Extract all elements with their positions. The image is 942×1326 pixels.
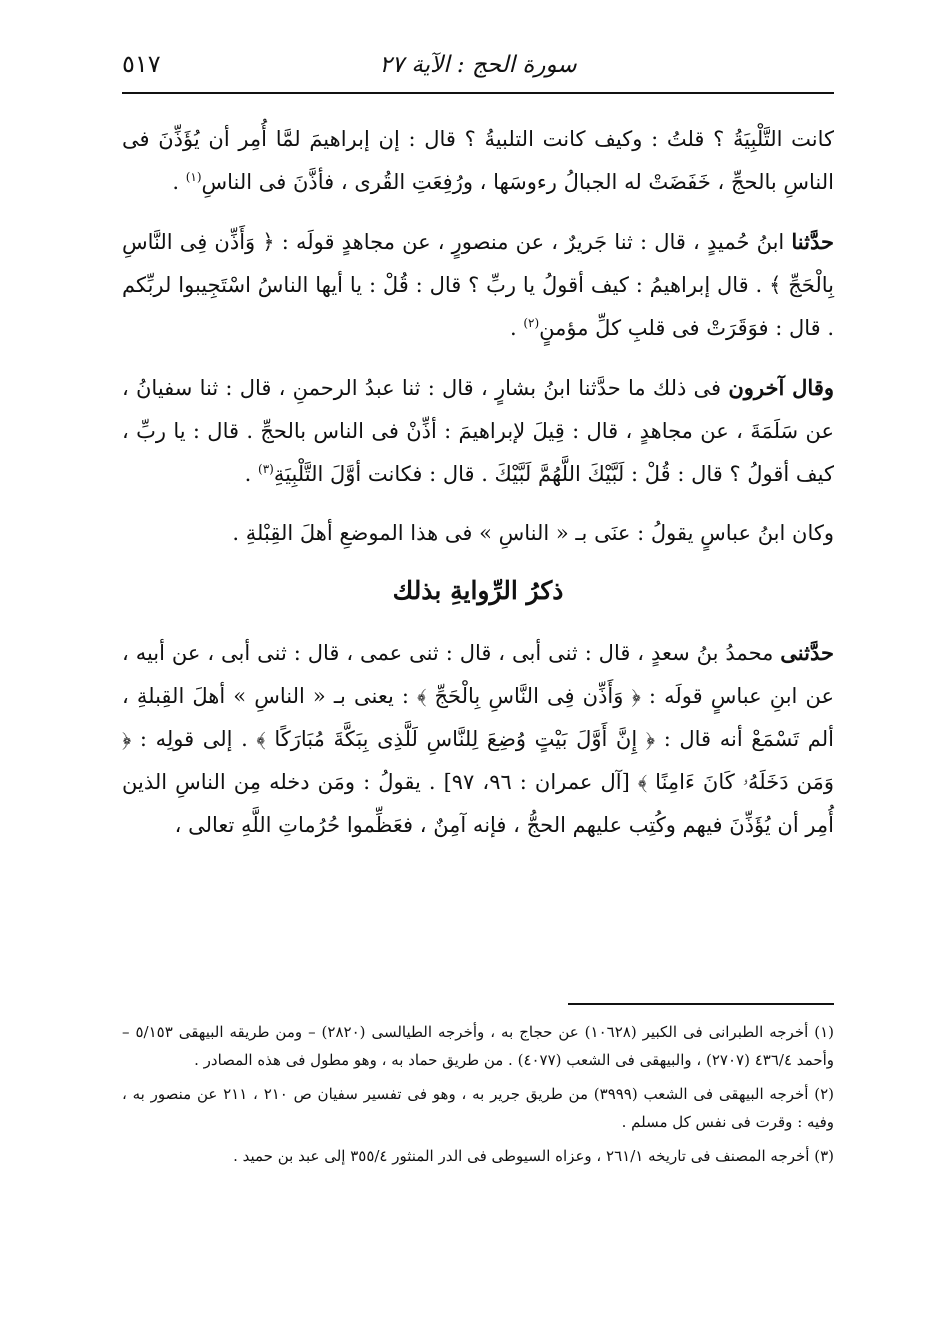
- paragraph-text: وكان ابنُ عباسٍ يقولُ : عنَى بـ « الناسِ » فى هذا الموضعِ أهلَ القِبْلةِ .: [232, 521, 834, 545]
- footnotes: [122, 1018, 834, 1176]
- footnote-ref: (٣): [258, 462, 274, 476]
- section-heading: ذكرُ الرِّوايةِ بذلك: [392, 576, 564, 605]
- paragraph-text: ابنُ حُميدٍ ، قال : ثنا جَريرٌ ، عن منصورٍ ، عن مجاهدٍ قولَه : ﴿ وَأَذِّن فِى النَّاسِ بِالْحَجِّ ﴾ . قال إبراهيمُ : كيف أقولُ يا ربِّ ؟ قال : قُلْ : يا أيها الناسُ اسْتَجِيبوا لربِّكم . قال : فوَقَرَتْ فى قلبِ كلِّ مؤمنٍ: [122, 230, 834, 340]
- paragraph-text: محمدُ بنُ سعدٍ ، قال : ثنى أبى ، قال : ثنى عمى ، قال : ثنى أبى ، عن أبيه ، عن ابنِ عباسٍ قولَه : ﴿ وَأَذِّن فِى النَّاسِ بِالْحَجِّ ﴾ : يعنى بـ « الناسِ » أهلَ القِبلةِ ، ألم تَسْمَعْ أنه قال : ﴿ إِنَّ أَوَّلَ بَيْتٍ وُضِعَ لِلنَّاسِ لَلَّذِى بِبَكَّةَ مُبَارَكًا ﴾ . إلى قولِه : ﴿ وَمَن دَخَلَهُۥ كَانَ ءَامِنًا ﴾ [آل عمران : ٩٦، ٩٧] . يقولُ : ومَن دخله مِن الناسِ الذين أُمِر أن يُؤَذِّنَ فيهم وكُتِب عليهم الحجُّ ، فإنه آمِنٌ ، فعَظِّموا حُرُماتِ اللَّهِ تعالى ،: [122, 641, 835, 837]
- paragraph: [122, 118, 834, 204]
- page-header: [122, 44, 834, 94]
- paragraph-text: كانت التَّلْبِيَةُ ؟ قلتُ : وكيف كانت التلبيةُ ؟ قال : إن إبراهيمَ لمَّا أُمِر أن يُؤَذِّنَ فى الناسِ بالحجِّ ، خَفَضَتْ له الجبالُ رءوسَها ، ورُفِعَتِ القُرى ، فأذَّنَ فى الناسِ: [122, 127, 834, 194]
- paragraph-end: .: [509, 316, 524, 340]
- footnote-ref: (٢): [523, 316, 540, 330]
- isnad-lead: حدَّثنا: [791, 229, 834, 254]
- paragraph-end: .: [172, 170, 186, 194]
- paragraph: [122, 220, 834, 350]
- running-title: سورة الحج : الآية ٢٧: [379, 52, 577, 78]
- footnote: (١) أخرجه الطبرانى فى الكبير (١٠٦٢٨) عن حجاج به ، وأخرجه الطيالسى (٢٨٢٠) – ومن طريقه البيهقى ٥/١٥٣ – وأحمد ٤٣٦/٤ (٢٧٠٧) ، والبيهقى فى الشعب (٤٠٧٧) . من طريق حماد به ، وهو مطول فى هذه المصادر .: [122, 1023, 834, 1069]
- main-text: [122, 118, 834, 863]
- isnad-lead: وقال آخرون: [728, 375, 834, 400]
- paragraph-text: فى ذلك ما حدَّثنا ابنُ بشارٍ ، قال : ثنا عبدُ الرحمنِ ، قال : ثنا سفيانُ ، عن سَلَمَةَ ، عن مجاهدٍ ، قال : قِيلَ لإبراهيمَ : أذِّنْ فى الناس بالحجِّ . قال : يا ربِّ ، كيف أقولُ ؟ قال : قُلْ : لَبَّيْكَ اللَّهُمَّ لَبَّيْكَ . قال : فكانت أوَّلَ التَّلْبِيَةِ: [122, 376, 834, 486]
- footnote-divider: [568, 1003, 834, 1005]
- isnad-lead: حدَّثنى: [780, 640, 834, 665]
- footnote-ref: (١): [185, 170, 202, 184]
- footnote: (٢) أخرجه البيهقى فى الشعب (٣٩٩٩) من طريق جرير به ، وهو فى تفسير سفيان ص ٢١٠ ، ٢١١ عن منصور به ، وفيه : وقرت فى نفس كل مسلم .: [122, 1085, 834, 1131]
- paragraph: [122, 512, 834, 555]
- paragraph-end: .: [244, 462, 259, 486]
- footnote: (٣) أخرجه المصنف فى تاريخه ٢٦١/١ ، وعزاه السيوطى فى الدر المنثور ٣٥٥/٤ إلى عبد بن حميد .: [233, 1147, 834, 1165]
- paragraph: [122, 366, 834, 496]
- page-number: ٥١٧: [122, 50, 161, 78]
- paragraph: [122, 631, 834, 847]
